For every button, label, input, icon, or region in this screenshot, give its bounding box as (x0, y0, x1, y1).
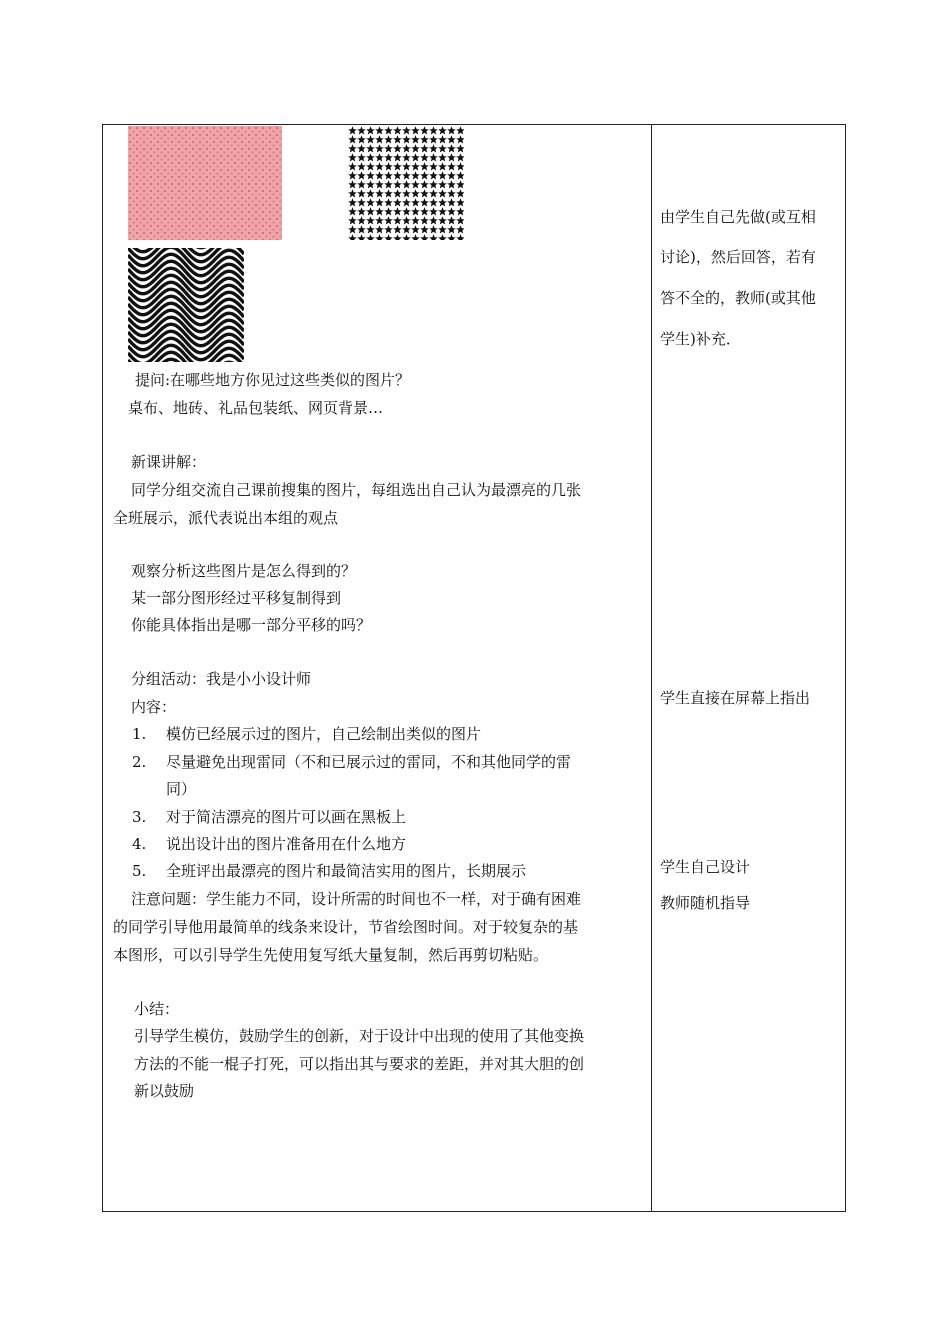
list-item-text: 对于简洁漂亮的图片可以画在黑板上 (166, 808, 407, 826)
summary-heading: 小结： (134, 1000, 180, 1018)
list-item-text: 全班评出最漂亮的图片和最简洁实用的图片，长期展示 (166, 862, 527, 880)
list-item-number: 4. (132, 835, 147, 853)
observe-question: 观察分析这些图片是怎么得到的？ (131, 562, 357, 580)
exchange-line-2: 全班展示，派代表说出本组的观点 (113, 509, 339, 527)
teacher-note-1-line-3: 答不全的，教师(或其他 (660, 289, 816, 307)
teacher-note-2: 学生直接在屏幕上指出 (660, 689, 811, 707)
summary-line-1: 引导学生模仿，鼓励学生的创新，对于设计中出现的使用了其他变换 (134, 1027, 585, 1045)
star-pattern-image (348, 126, 464, 240)
teacher-note-1-line-4: 学生)补充． (660, 330, 741, 348)
answer-text: 桌布、地砖、礼品包装纸、网页背景… (128, 399, 384, 417)
group-activity-heading: 分组活动：我是小小设计师 (131, 670, 312, 688)
point-out-question: 你能具体指出是哪一部分平移的吗？ (131, 616, 372, 634)
pink-pattern-image (128, 126, 282, 240)
note-line-2: 的同学引导他用最简单的线条来设计，节省绘图时间。对于较复杂的基 (113, 918, 579, 936)
translate-answer: 某一部分图形经过平移复制得到 (131, 589, 342, 607)
summary-line-3: 新以鼓励 (134, 1082, 195, 1100)
list-item-text-continued: 同） (166, 780, 197, 798)
summary-line-2: 方法的不能一棍子打死，可以指出其与要求的差距，并对其大胆的创 (134, 1055, 585, 1073)
wave-pattern-image (128, 248, 244, 362)
list-item-number: 1. (132, 725, 147, 743)
note-line-3: 本图形，可以引导学生先使用复写纸大量复制，然后再剪切粘贴。 (113, 946, 549, 964)
column-divider (651, 124, 652, 1212)
note-line-1: 注意问题：学生能力不同，设计所需的时间也不一样，对于确有困难 (131, 890, 582, 908)
list-item-number: 3. (132, 808, 147, 826)
list-item-number: 5. (132, 862, 147, 880)
teacher-note-1-line-2: 讨论)，然后回答，若有 (660, 248, 816, 266)
teacher-note-1-line-1: 由学生自己先做(或互相 (660, 208, 816, 226)
list-item-text: 模仿已经展示过的图片，自己绘制出类似的图片 (166, 725, 482, 743)
exchange-line-1: 同学分组交流自己课前搜集的图片，每组选出自己认为最漂亮的几张 (131, 481, 582, 499)
question-text: 提问:在哪些地方你见过这些类似的图片？ (135, 371, 411, 389)
teacher-note-3-line-1: 学生自己设计 (660, 858, 751, 876)
content-label: 内容： (131, 698, 177, 716)
list-item-text: 说出设计出的图片准备用在什么地方 (166, 835, 407, 853)
teacher-note-3-line-2: 教师随机指导 (660, 894, 751, 912)
list-item-number: 2. (132, 753, 147, 771)
new-lesson-heading: 新课讲解： (131, 453, 207, 471)
list-item-text: 尽量避免出现雷同（不和已展示过的雷同，不和其他同学的雷 (166, 753, 572, 771)
